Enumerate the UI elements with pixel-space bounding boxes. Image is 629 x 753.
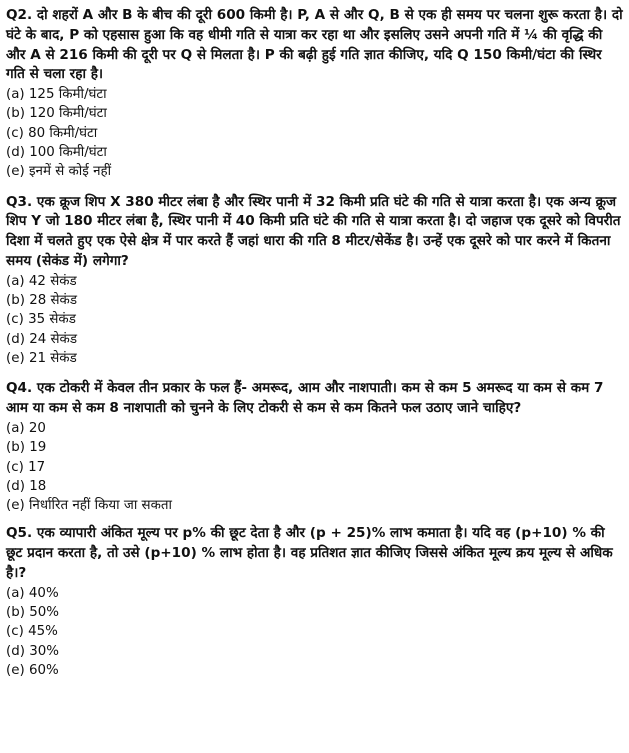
option-b: (b) 120 किमी/घंटा [6, 106, 107, 122]
question-q3 [6, 193, 624, 369]
spacer [6, 182, 624, 193]
question-text: Q2. दो शहरों A और B के बीच की दूरी 600 किमी है। P, A से और Q, B से एक ही समय पर चलना शुरू करता है। दो घंटे के बाद, P को एहसास हुआ कि वह धीमी गति से यात्रा कर रहा था और इसलिए उसने अपनी गति में ¼ की वृद्धि की और A से 216 किमी की दूरी पर Q से मिलता है। P की बढ़ी हुई गति ज्ञात कीजिए, यदि Q 150 किमी/घंटा की स्थिर गति से चला रहा है। [6, 7, 623, 83]
option-list [6, 272, 624, 368]
option-a: (a) 20 [6, 420, 46, 436]
option-b: (b) 50% [6, 605, 59, 621]
question-text: Q4. एक टोकरी में केवल तीन प्रकार के फल हैं- अमरूद, आम और नाशपाती। कम से कम 5 अमरूद या कम से कम 7 आम या कम से कम 8 नाशपाती को चुनने के लिए टोकरी से कम से कम कितने फल उठाए जाने चाहिए? [6, 380, 604, 417]
question-document [6, 6, 624, 680]
question-q4 [6, 379, 624, 515]
option-e: (e) 21 सेकंड [6, 351, 77, 367]
option-c: (c) 35 सेकंड [6, 312, 76, 328]
option-a: (a) 42 सेकंड [6, 273, 77, 289]
option-b: (b) 19 [6, 440, 47, 456]
spacer [6, 515, 624, 524]
option-c: (c) 45% [6, 624, 58, 640]
option-d: (d) 30% [6, 643, 59, 659]
question-q2 [6, 6, 624, 182]
question-text: Q3. एक क्रूज शिप X 380 मीटर लंबा है और स्थिर पानी में 32 किमी प्रति घंटे की गति से यात्रा करता है। एक अन्य क्रूज शिप Y जो 180 मीटर लंबा है, स्थिर पानी में 40 किमी प्रति घंटे की गति से यात्रा करता है। दो जहाज एक दूसरे को विपरीत दिशा में चलते हुए एक ऐसे क्षेत्र में पार करते हैं जहां धारा की गति 8 मीटर/सेकेंड है। उन्हें एक दूसरे को पार करने में कितना समय (सेकंड में) लगेगा? [6, 193, 621, 270]
option-e: (e) 60% [6, 663, 59, 678]
question-text: Q5. एक व्यापारी अंकित मूल्य पर p% की छूट देता है और (p + 25)% लाभ कमाता है। यदि वह (p+10) % की छूट प्रदान करता है, तो उसे (p+10) % लाभ होता है। वह प्रतिशत ज्ञात कीजिए जिससे अंकित मूल्य क्रय मूल्य से अधिक है।? [6, 525, 613, 582]
option-list [6, 419, 624, 515]
option-a: (a) 125 किमी/घंटा [6, 87, 107, 103]
option-c: (c) 80 किमी/घंटा [6, 125, 98, 141]
option-d: (d) 100 किमी/घंटा [6, 145, 107, 161]
question-q5 [6, 524, 624, 680]
option-c: (c) 17 [6, 459, 46, 475]
option-d: (d) 18 [6, 478, 47, 494]
option-e: (e) इनमें से कोई नहीं [6, 164, 112, 180]
spacer [6, 368, 624, 379]
option-a: (a) 40% [6, 585, 59, 601]
option-d: (d) 24 सेकंड [6, 331, 78, 347]
option-list [6, 584, 624, 680]
option-e: (e) निर्धारित नहीं किया जा सकता [6, 498, 172, 514]
option-list [6, 85, 624, 181]
option-b: (b) 28 सेकंड [6, 293, 78, 309]
